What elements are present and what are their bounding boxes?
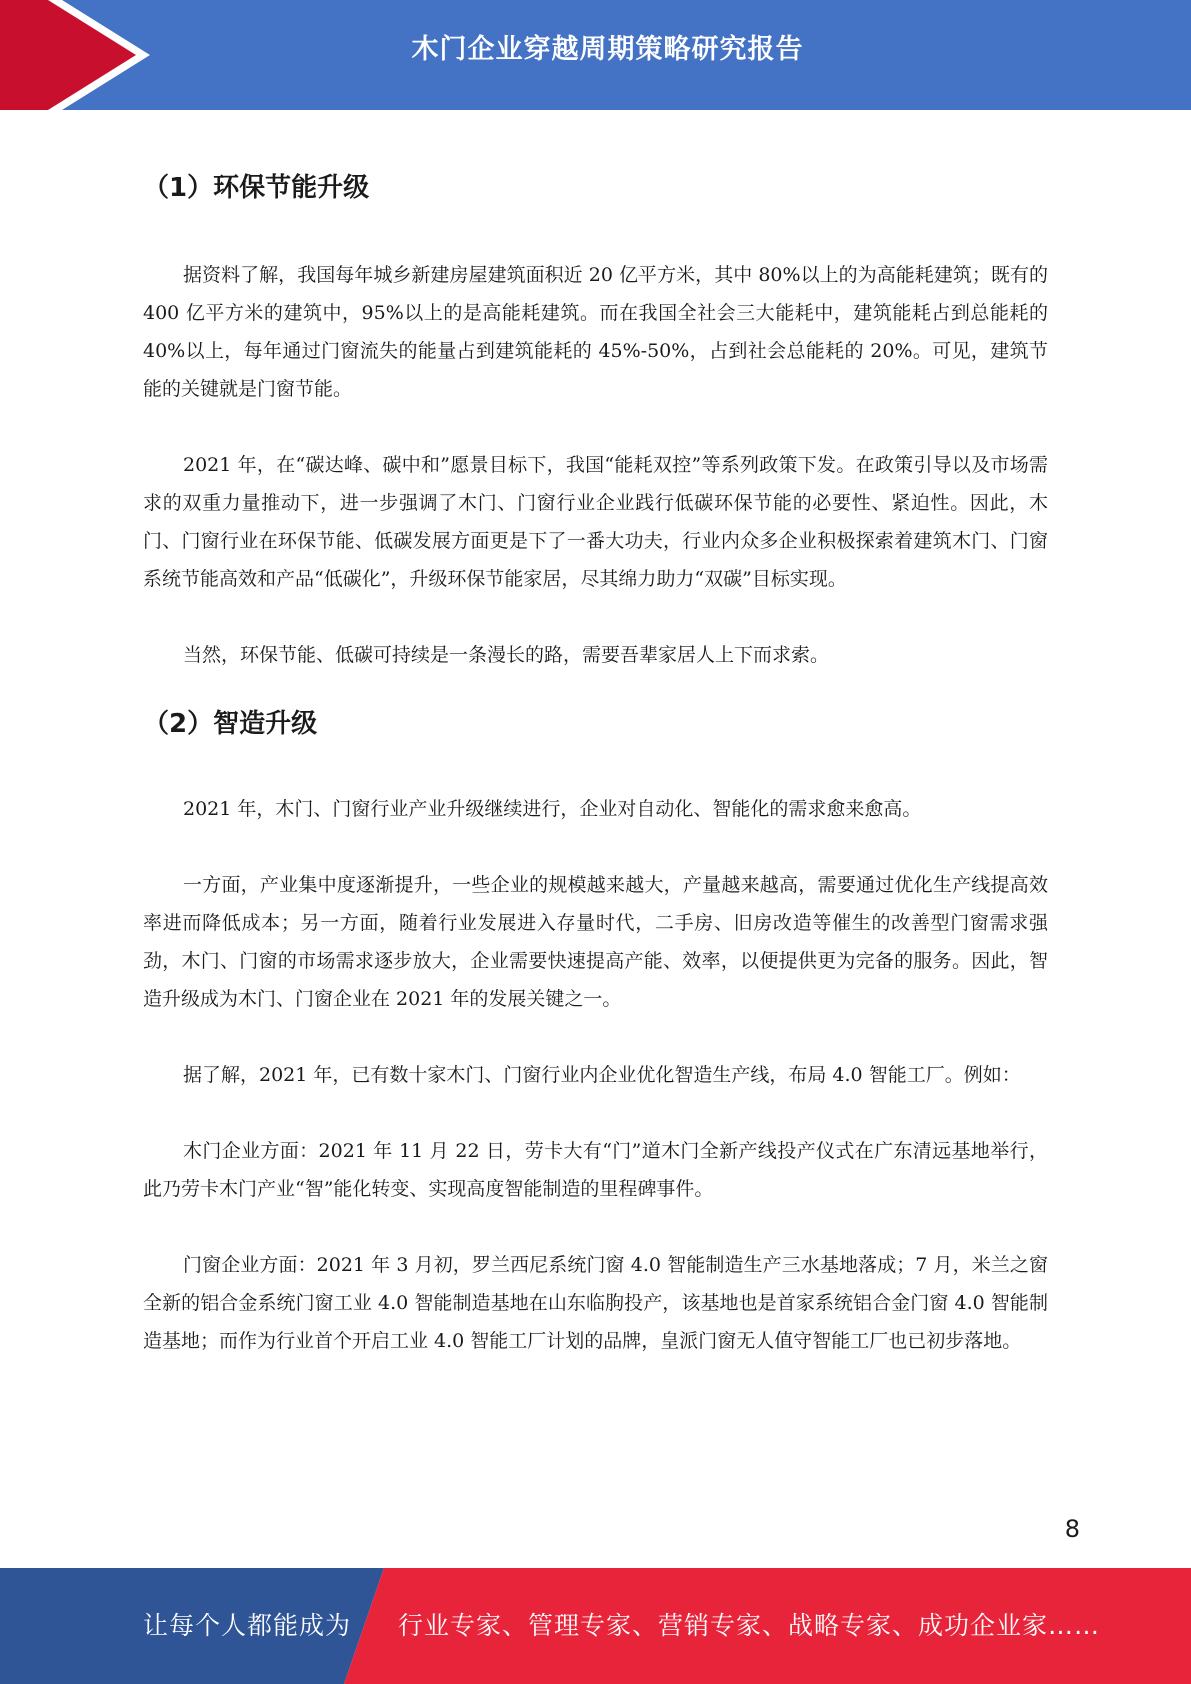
footer-slogan-right: 行业专家、管理专家、营销专家、战略专家、成功企业家…… (398, 1611, 1101, 1640)
paragraph: 2021 年，木门、门窗行业产业升级继续进行，企业对自动化、智能化的需求愈来愈高。 (183, 798, 922, 820)
footer-slogan-left: 让每个人都能成为 (143, 1611, 352, 1640)
page-number: 8 (1064, 1515, 1080, 1543)
page-header (0, 0, 1191, 110)
paragraph: 当然，环保节能、低碳可持续是一条漫长的路，需要吾辈家居人上下而求索。 (183, 644, 830, 666)
paragraph: 据了解，2021 年，已有数十家木门、门窗行业内企业优化智造生产线，布局 4.0 智能工厂。例如： (183, 1064, 1021, 1086)
paragraph: 据资料了解，我国每年城乡新建房屋建筑面积近 20 亿平方米，其中 80%以上的为高能耗建筑；既有的 400 亿平方米的建筑中，95%以上的是高能耗建筑。而在我国全社会三大能耗中，建筑能耗占到总能耗的 40%以上，每年通过门窗流失的能量占到建筑能耗的 45%-50%，占到社会总能耗的 20%。可见，建筑节能的关键就是门窗节能。 (143, 264, 1048, 400)
section-heading: （1）环保节能升级 (143, 173, 370, 203)
paragraph: 2021 年，在“碳达峰、碳中和”愿景目标下，我国“能耗双控”等系列政策下发。在政策引导以及市场需求的双重力量推动下，进一步强调了木门、门窗行业企业践行低碳环保节能的必要性、紧迫性。因此，木门、门窗行业在环保节能、低碳发展方面更是下了一番大功夫，行业内众多企业积极探索着建筑木门、门窗系统节能高效和产品“低碳化”，升级环保节能家居，尽其绵力助力“双碳”目标实现。 (143, 454, 1048, 590)
page-footer (0, 1568, 1191, 1684)
paragraph: 门窗企业方面：2021 年 3 月初，罗兰西尼系统门窗 4.0 智能制造生产三水基地落成；7 月，米兰之窗全新的铝合金系统门窗工业 4.0 智能制造基地在山东临朐投产，该基地也是首家系统铝合金门窗 4.0 智能制造基地；而作为行业首个开启工业 4.0 智能工厂计划的品牌，皇派门窗无人值守智能工厂也已初步落地。 (143, 1254, 1048, 1352)
document-body (143, 160, 1048, 1360)
paragraph: 木门企业方面：2021 年 11 月 22 日，劳卡大有“门”道木门全新产线投产仪式在广东清远基地举行，此乃劳卡木门产业“智”能化转变、实现高度智能制造的里程碑事件。 (143, 1140, 1048, 1200)
paragraph: 一方面，产业集中度逐渐提升，一些企业的规模越来越大，产量越来越高，需要通过优化生产线提高效率进而降低成本；另一方面，随着行业发展进入存量时代，二手房、旧房改造等催生的改善型门窗需求强劲，木门、门窗的市场需求逐步放大，企业需要快速提高产能、效率，以便提供更为完备的服务。因此，智造升级成为木门、门窗企业在 2021 年的发展关键之一。 (143, 874, 1048, 1010)
section-heading: （2）智造升级 (143, 709, 318, 739)
header-title: 木门企业穿越周期策略研究报告 (411, 34, 804, 65)
